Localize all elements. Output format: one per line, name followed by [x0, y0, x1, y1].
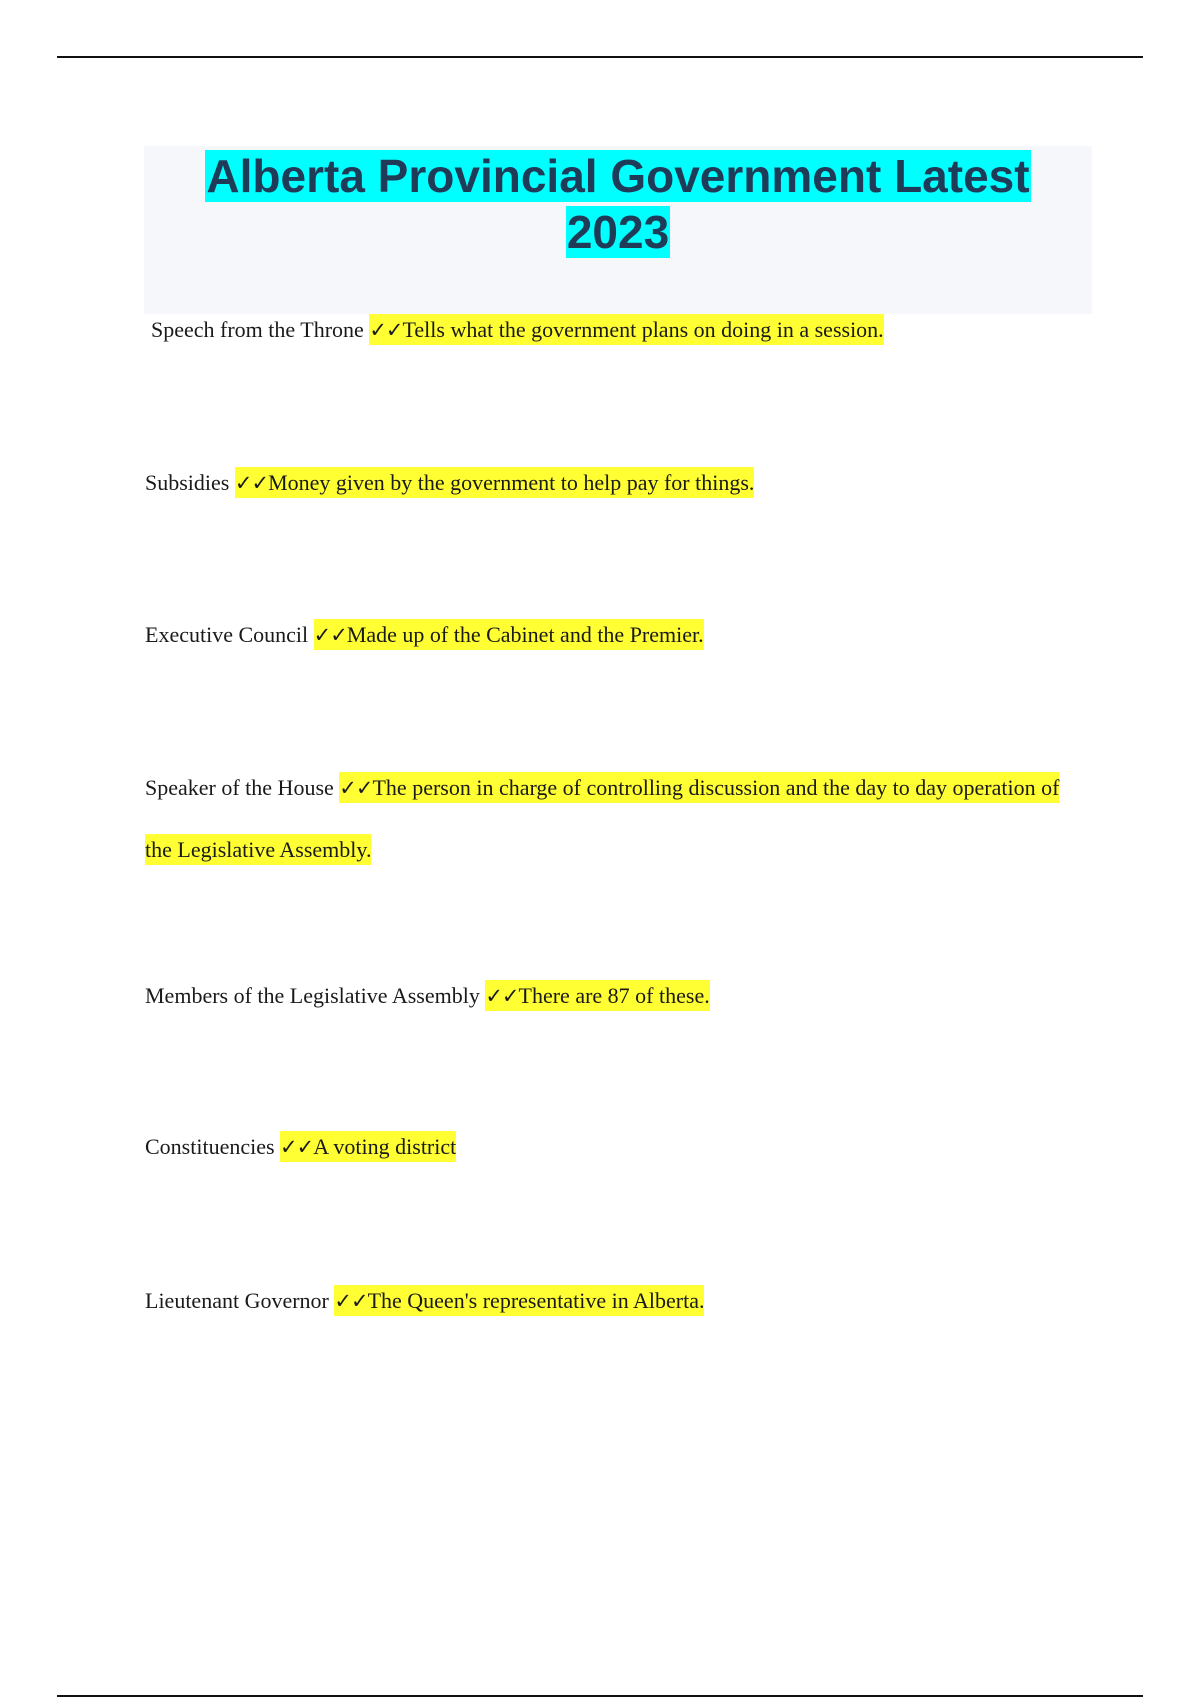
entry-answer [314, 619, 704, 650]
double-check-icon: ✓✓ [369, 318, 403, 342]
entry-term: Speaker of the House [145, 775, 334, 800]
entry-answer [369, 314, 883, 345]
entry-definition: There are 87 of these. [518, 983, 710, 1008]
qa-entry [145, 965, 1065, 1027]
entry-definition: Money given by the government to help pay for things. [268, 470, 755, 495]
qa-entry [145, 757, 1065, 880]
double-check-icon: ✓✓ [280, 1135, 314, 1159]
entry-term: Lieutenant Governor [145, 1288, 329, 1313]
qa-entry [145, 452, 1065, 514]
entry-term: Executive Council [145, 622, 309, 647]
entry-definition: Tells what the government plans on doing in a session. [402, 317, 884, 342]
document-title: Alberta Provincial Government Latest 2023 [206, 150, 1030, 258]
double-check-icon: ✓✓ [485, 984, 519, 1008]
entry-definition: Made up of the Cabinet and the Premier. [346, 622, 704, 647]
double-check-icon: ✓✓ [339, 776, 373, 800]
entry-answer [485, 980, 709, 1011]
double-check-icon: ✓✓ [234, 471, 269, 495]
bottom-rule [57, 1695, 1143, 1697]
entry-term: Subsidies [145, 470, 230, 495]
top-rule [57, 56, 1143, 58]
entry-definition: A voting district [313, 1134, 457, 1159]
qa-entry [145, 604, 1065, 666]
qa-entry [145, 1116, 1065, 1178]
entry-answer [334, 1285, 704, 1316]
entry-answer [235, 467, 755, 498]
entry-definition: The Queen's representative in Alberta. [367, 1288, 705, 1313]
double-check-icon: ✓✓ [334, 1289, 368, 1313]
double-check-icon: ✓✓ [313, 623, 347, 647]
entry-answer [280, 1131, 456, 1162]
entry-term: Speech from the Throne [151, 317, 364, 342]
qa-entry [145, 1270, 1065, 1332]
entry-term: Constituencies [145, 1134, 275, 1159]
title-banner [144, 146, 1092, 314]
entry-term: Members of the Legislative Assembly [145, 983, 480, 1008]
entry-definition: The person in charge of controlling discussion and the day to day operation of the Legislative Assembly. [145, 775, 1060, 862]
qa-entry [151, 299, 1071, 361]
